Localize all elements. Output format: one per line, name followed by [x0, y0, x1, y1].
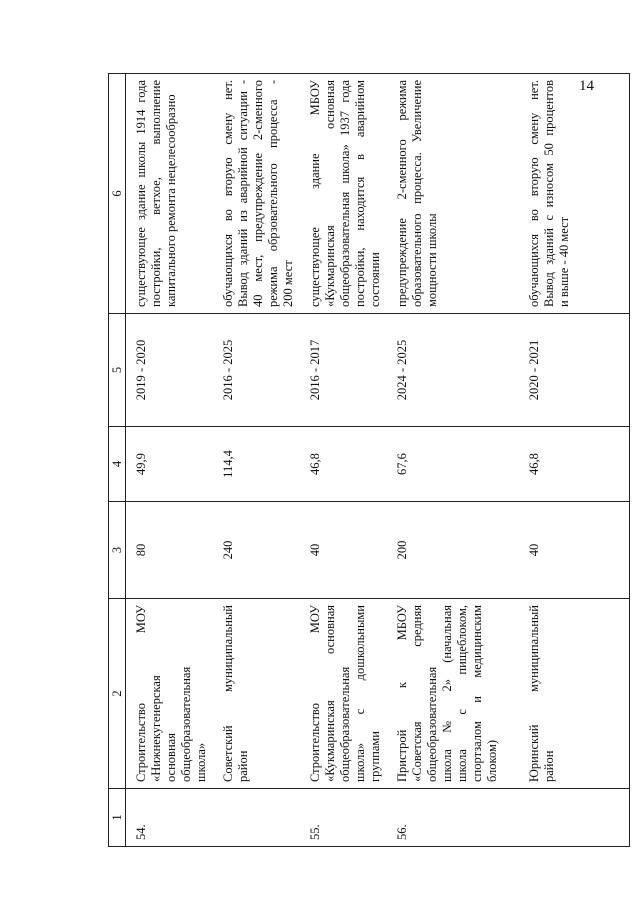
places-value: 200 [387, 502, 519, 599]
text-line: спортзалом и медицинским [470, 605, 484, 782]
text-line: общеобразовательная [338, 666, 352, 782]
text-line: мощности школы [425, 213, 439, 307]
row-number [519, 789, 629, 847]
table-row [519, 74, 629, 847]
period-value: 2024 - 2025 [387, 314, 519, 427]
text-line: Пристрой к МБОУ [395, 605, 409, 782]
places-value: 40 [300, 502, 387, 599]
text-line: Вывод зданий с износом 50 процентов [542, 80, 556, 307]
places-value: 40 [519, 502, 629, 599]
row-number: 54. [126, 789, 214, 847]
text-line: основная [164, 733, 178, 782]
text-line: «Кукмаринская основная [323, 605, 337, 782]
places-value: 240 [213, 502, 300, 599]
text-line: общеобразовательная [179, 666, 193, 782]
column-header: 6 [109, 74, 126, 314]
row-number: 56. [387, 789, 519, 847]
table-row [387, 74, 519, 847]
column-header: 2 [109, 599, 126, 789]
object-name [213, 599, 300, 789]
text-line: школа № 2» (начальная [440, 605, 454, 782]
header-row [109, 74, 126, 847]
row-number [213, 789, 300, 847]
column-header: 4 [109, 427, 126, 502]
text-line: «Нижнекугенерская [149, 675, 163, 782]
description [519, 74, 629, 314]
cost-value: 46,8 [519, 427, 629, 502]
description [126, 74, 214, 314]
period-value: 2020 - 2021 [519, 314, 629, 427]
text-line: общеобразовательная школа» 1937 года [338, 80, 352, 307]
description [300, 74, 387, 314]
object-name [519, 599, 629, 789]
text-line: блоком) [485, 739, 499, 782]
text-line: постройки, ветхое, выполнение [149, 80, 163, 307]
object-name [300, 599, 387, 789]
table-row [126, 74, 214, 847]
text-line: школа» [194, 742, 208, 782]
text-line: школа» с дошкольными [353, 605, 367, 782]
facilities-table [108, 73, 630, 847]
text-line: предупреждение 2-сменного режима [395, 80, 409, 307]
text-line: образовательного процесса. Увеличение [410, 80, 424, 307]
table-row [213, 74, 300, 847]
text-line: район [236, 750, 250, 782]
text-line: существующее здание МБОУ [308, 80, 322, 307]
text-line: Строительство МОУ [308, 605, 322, 782]
text-line: Строительство МОУ [134, 605, 148, 782]
text-line: существующее здание школы 1914 года [134, 80, 148, 307]
text-line: группами [368, 731, 382, 782]
text-line: 40 мест, предупреждение 2-сменного [251, 80, 265, 307]
text-line: общеобразовательная [425, 666, 439, 782]
cost-value: 114,4 [213, 427, 300, 502]
text-line: школа с пищеблоком, [455, 605, 469, 782]
text-line: Юринский муниципальный [527, 605, 541, 782]
column-header: 3 [109, 502, 126, 599]
text-line: обучающихся во вторую смену нет. [527, 80, 541, 307]
text-line: район [542, 750, 556, 782]
text-line: Вывод зданий из аварийной ситуации - [236, 80, 250, 307]
cost-value: 67,6 [387, 427, 519, 502]
row-number: 55. [300, 789, 387, 847]
text-line: «Кукмаринская основная [323, 80, 337, 307]
description [213, 74, 300, 314]
object-name [387, 599, 519, 789]
cost-value: 49,9 [126, 427, 214, 502]
text-line: 200 мест [281, 260, 295, 307]
text-line: и выше - 40 мест [557, 216, 571, 307]
period-value: 2016 - 2025 [213, 314, 300, 427]
period-value: 2016 - 2017 [300, 314, 387, 427]
text-line: капитального ремонта нецелесообразно [164, 94, 178, 307]
cost-value: 46,8 [300, 427, 387, 502]
text-line: Советский муниципальный [221, 605, 235, 782]
text-line: обучающихся во вторую смену нет. [221, 80, 235, 307]
object-name [126, 599, 214, 789]
text-line: «Советская средняя [410, 605, 424, 782]
text-line: режима обрзовательного процесса - [266, 80, 280, 307]
column-header: 1 [109, 789, 126, 847]
text-line: постройки, находится в аварийном [353, 80, 367, 307]
period-value: 2019 - 2020 [126, 314, 214, 427]
description [387, 74, 519, 314]
column-header: 5 [109, 314, 126, 427]
page-number: 14 [579, 78, 594, 94]
table-row [300, 74, 387, 847]
text-line: состоянии [368, 252, 382, 307]
places-value: 80 [126, 502, 214, 599]
